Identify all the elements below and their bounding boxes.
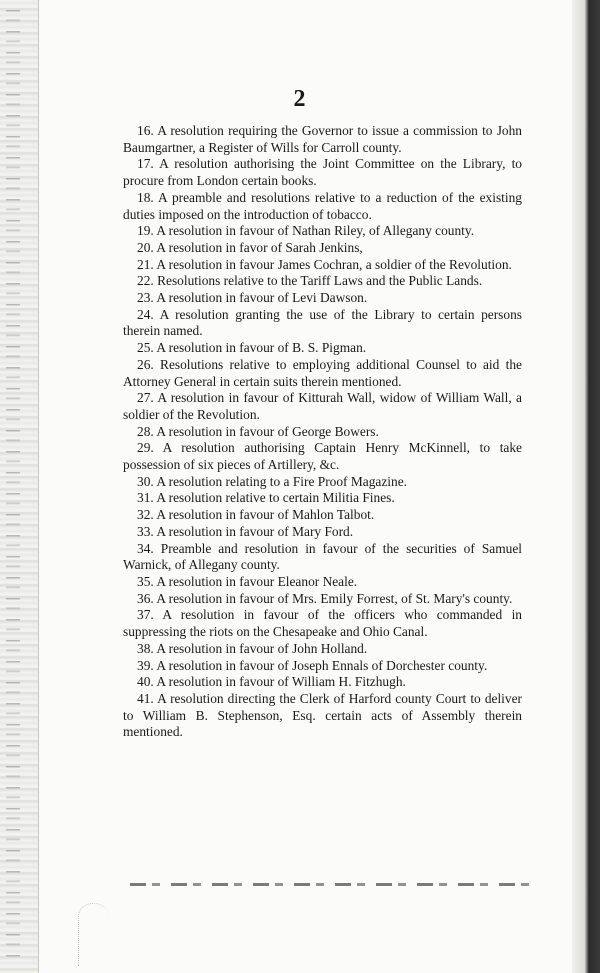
resolution-entry: 29. A resolution authorising Captain Henry McKinnell, to take possession of six pieces of Artillery, &c. xyxy=(123,440,522,473)
resolution-entry: 30. A resolution relating to a Fire Proof Magazine. xyxy=(137,473,407,489)
resolution-entry: 31. A resolution relative to certain Militia Fines. xyxy=(137,490,395,506)
binding-edge-left xyxy=(0,0,39,973)
resolution-entry: 19. A resolution in favour of Nathan Riley, of Allegany county. xyxy=(137,223,475,239)
resolution-entry: 23. A resolution in favour of Levi Dawson. xyxy=(137,290,368,306)
resolution-entry: 17. A resolution authorising the Joint Committee on the Library, to procure from London certain books. xyxy=(123,156,522,189)
resolutions-list xyxy=(123,123,522,741)
resolution-entry: 33. A resolution in favour of Mary Ford. xyxy=(137,523,354,539)
resolution-entry: 37. A resolution in favour of the officers who commanded in suppressing the riots on the Chesapeake and Ohio Canal. xyxy=(123,607,522,640)
resolution-entry: 38. A resolution in favour of John Holland. xyxy=(137,640,368,656)
resolution-entry: 40. A resolution in favour of William H. Fitzhugh. xyxy=(137,674,406,690)
resolution-entry: 26. Resolutions relative to employing additional Counsel to aid the Attorney General in certain suits therein mentioned. xyxy=(123,356,522,389)
resolution-entry: 32. A resolution in favour of Mahlon Talbot. xyxy=(137,507,375,523)
resolution-entry: 36. A resolution in favour of Mrs. Emily Forrest, of St. Mary's county. xyxy=(137,590,513,606)
resolution-entry: 28. A resolution in favour of George Bowers. xyxy=(137,423,379,439)
resolution-entry: 41. A resolution directing the Clerk of Harford county Court to deliver to William B. Stephenson, Esq. certain acts of Assembly therein mentioned. xyxy=(123,690,522,740)
resolution-entry: 22. Resolutions relative to the Tariff Laws and the Public Lands. xyxy=(137,273,483,289)
resolution-entry: 18. A preamble and resolutions relative to a reduction of the existing duties imposed on the introduction of tobacco. xyxy=(123,189,522,222)
binding-stitch-marks xyxy=(6,10,20,963)
resolution-entry: 35. A resolution in favour Eleanor Neale. xyxy=(137,573,358,589)
resolution-entry: 39. A resolution in favour of Joseph Ennals of Dorchester county. xyxy=(137,657,488,673)
binding-edge-right xyxy=(572,0,600,973)
page-number: 2 xyxy=(293,86,307,112)
resolution-entry: 27. A resolution in favour of Kitturah Wall, widow of William Wall, a soldier of the Revolution. xyxy=(123,390,522,422)
bottom-rule xyxy=(130,883,540,886)
resolution-entry: 25. A resolution in favour of B. S. Pigman. xyxy=(137,340,367,356)
resolution-entry: 16. A resolution requiring the Governor to issue a commission to John Baumgartner, a Register of Wills for Carroll county. xyxy=(123,123,522,155)
resolution-entry: 24. A resolution granting the use of the Library to certain persons therein named. xyxy=(123,306,522,339)
resolution-entry: 20. A resolution in favor of Sarah Jenkins, xyxy=(137,239,363,255)
margin-smudge xyxy=(78,903,109,966)
resolution-entry: 21. A resolution in favour James Cochran, a soldier of the Revolution. xyxy=(137,256,512,272)
resolution-entry: 34. Preamble and resolution in favour of the securities of Samuel Warnick, of Allegany county. xyxy=(123,540,522,573)
